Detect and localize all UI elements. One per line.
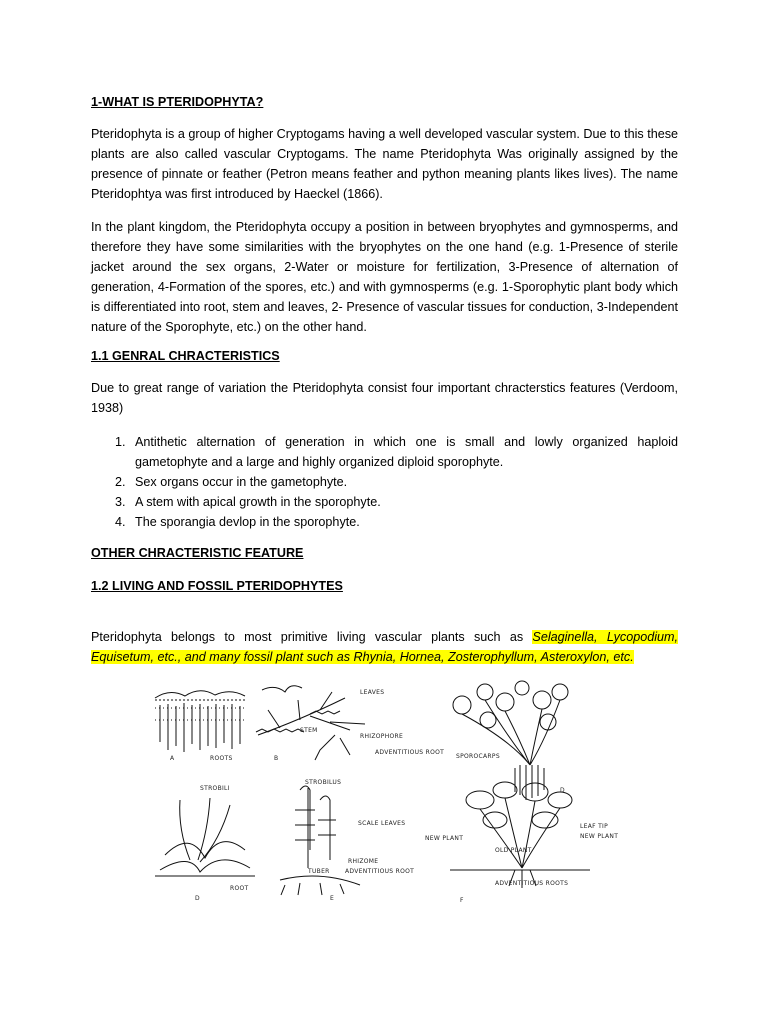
section-heading-what-is-pteridophyta: 1-WHAT IS PTERIDOPHYTA? — [91, 95, 264, 109]
figure-label-adventitious-root-2: ADVENTITIOUS ROOT — [345, 868, 415, 875]
figure-label-e: E — [330, 895, 335, 902]
figure-label-rhizophore: RHIZOPHORE — [360, 733, 404, 740]
figure-label-f: F — [460, 897, 464, 904]
panel-e-drawing — [280, 786, 360, 895]
figure-label-tuber: TUBER — [308, 868, 330, 875]
figure-label-leaf-tip: LEAF TIP — [580, 823, 609, 830]
section-heading-living-and-fossil: 1.2 LIVING AND FOSSIL PTERIDOPHYTES — [91, 579, 343, 593]
panel-d-drawing — [453, 681, 568, 800]
figure-label-adventitious-roots: ADVENTITIOUS ROOTS — [495, 880, 569, 887]
figure-label-b: B — [274, 755, 279, 762]
panel-f-drawing — [450, 782, 590, 888]
panel-d2-drawing — [155, 798, 255, 876]
figure-label-new-plant-2: NEW PLANT — [580, 833, 619, 840]
figure-label-scale-leaves: SCALE LEAVES — [358, 820, 406, 827]
paragraph-living-fossil: Pteridophyta belongs to most primitive living vascular plants such as Selaginella, Lycopodium, Equisetum, etc., and many fossil plant such as Rhynia, Hornea, Zosterophyllum, Asteroxylon, etc. — [91, 630, 678, 664]
figure-label-root: ROOT — [230, 885, 249, 892]
figure-label-rhizome: RHIZOME — [348, 858, 379, 865]
figure-label-old-plant: OLD PLANT — [495, 847, 532, 854]
highlighted-plant-names: Selaginella, Lycopodium, Equisetum, etc., and many fossil plant such as Rhynia, Hornea, Zosterophyllum, Asteroxylon, etc. — [91, 630, 678, 664]
paragraph-position-in-plant-kingdom: In the plant kingdom, the Pteridophyta occupy a position in between bryophytes and gymnosperms, and therefore they have some similarities with the bryophytes on the one hand (e.g. 1-Presence of sterile jacket around the sex organs, 2-Water or moisture for fertilization, 3-Presence of alternation of generation, 4-Formation of the spores, etc.) and with gymnosperms (e.g. 1-Sporophytic plant body which is differentiated into root, stem and leaves, 2- Presence of vascular tissues for conduction, 3-Independent nature of the Sporophyte, etc.) on the other hand. — [91, 220, 678, 334]
characteristics-list — [91, 432, 678, 532]
figure-label-leaves: LEAVES — [360, 689, 385, 696]
figure-label-d2: D — [195, 895, 200, 902]
figure-label-new-plant: NEW PLANT — [425, 835, 464, 842]
figure-label-roots: ROOTS — [210, 755, 233, 762]
list-item: 2. Sex organs occur in the gametophyte. — [115, 475, 348, 489]
figure-label-strobili: STROBILI — [200, 785, 230, 792]
figure-label-adventitious-root: ADVENTITIOUS ROOT — [375, 749, 445, 756]
paragraph-definition: Pteridophyta is a group of higher Cryptogams having a well developed vascular system. Due to this these plants are also called vascular Cryptogams. The name Pteridophyta Was originally assigned by the presence of pinnate or feather (Petron means feather and python meaning plants likes lives). The name Pteridophtya was first introduced by Haeckel (1866). — [91, 127, 678, 201]
figure-labels — [170, 689, 618, 904]
list-item: 3. A stem with apical growth in the sporophyte. — [115, 495, 381, 509]
section-heading-other-characteristic: OTHER CHRACTERISTIC FEATURE — [91, 546, 304, 560]
plant-illustration-figure — [150, 680, 632, 905]
paragraph-characteristics-intro: Due to great range of variation the Pteridophyta consist four important chracterstics features (Verdoom, 1938) — [91, 381, 678, 415]
figure-label-a: A — [170, 755, 175, 762]
list-item: 4. The sporangia devlop in the sporophyte. — [115, 515, 360, 529]
section-heading-general-characteristics: 1.1 GENRAL CHRACTERISTICS — [91, 349, 280, 363]
panel-b-drawing — [256, 686, 365, 760]
figure-label-d: D — [560, 787, 565, 794]
figure-label-strobilus: STROBILUS — [305, 779, 342, 786]
figure-label-stem: STEM — [300, 727, 318, 734]
figure-label-sporocarps: SPOROCARPS — [456, 753, 500, 760]
panel-a-drawing — [155, 691, 245, 752]
list-item: 1. Antithetic alternation of generation in which one is small and lowly organized haploid gametophyte and a large and highly organized diploid sporophyte. — [115, 435, 678, 469]
